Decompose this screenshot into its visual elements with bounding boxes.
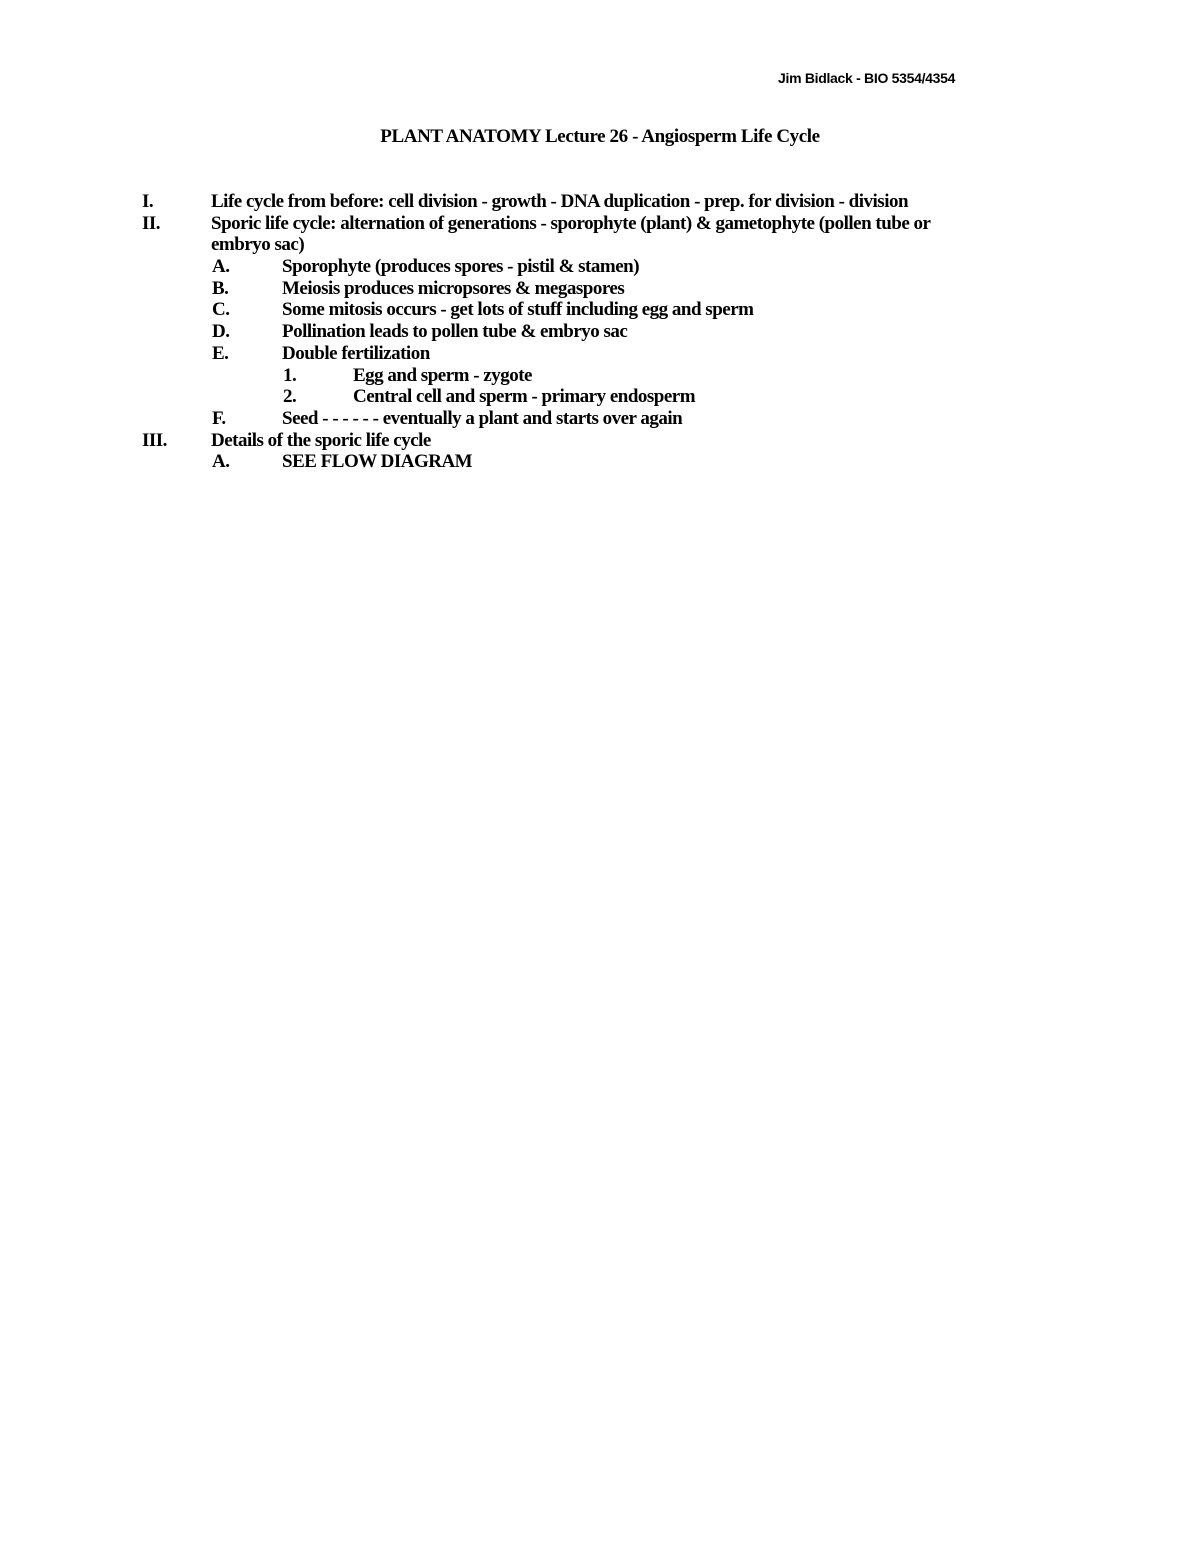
lecture-outline bbox=[0, 191, 1200, 473]
outline-item-ii-e-1 bbox=[0, 365, 1200, 387]
outline-item-ii-f bbox=[0, 408, 1200, 430]
outline-text: SEE FLOW DIAGRAM bbox=[282, 451, 473, 473]
outline-item-ii-e-2 bbox=[0, 386, 1200, 408]
outline-item-ii-continuation bbox=[0, 234, 1200, 256]
outline-text: Sporic life cycle: alternation of generations - sporophyte (plant) & gametophyte (pollen tube or bbox=[211, 212, 931, 234]
outline-number: 1. bbox=[283, 364, 297, 386]
outline-text: Life cycle from before: cell division - growth - DNA duplication - prep. for division - division bbox=[211, 191, 909, 212]
outline-item-iii bbox=[0, 430, 1200, 452]
outline-text: Meiosis produces micropsores & megaspores bbox=[282, 277, 625, 299]
outline-number: E. bbox=[212, 342, 229, 364]
outline-text: Sporophyte (produces spores - pistil & stamen) bbox=[282, 256, 640, 278]
outline-item-ii-a bbox=[0, 256, 1200, 278]
outline-number: A. bbox=[212, 451, 230, 473]
outline-number: 2. bbox=[283, 386, 297, 408]
outline-number: A. bbox=[212, 256, 230, 278]
outline-item-ii-e bbox=[0, 343, 1200, 365]
outline-number: B. bbox=[212, 277, 229, 299]
outline-item-ii-d bbox=[0, 321, 1200, 343]
outline-number: III. bbox=[142, 429, 167, 451]
outline-text: Some mitosis occurs - get lots of stuff including egg and sperm bbox=[282, 299, 754, 321]
document-title: PLANT ANATOMY Lecture 26 - Angiosperm Life Cycle bbox=[380, 126, 820, 147]
outline-item-ii-c bbox=[0, 299, 1200, 321]
outline-text: Egg and sperm - zygote bbox=[353, 364, 532, 386]
outline-text: Details of the sporic life cycle bbox=[211, 429, 431, 451]
outline-text: Pollination leads to pollen tube & embryo sac bbox=[282, 321, 628, 343]
outline-text: Central cell and sperm - primary endosperm bbox=[353, 386, 696, 408]
outline-text: embryo sac) bbox=[211, 234, 305, 256]
outline-number: F. bbox=[212, 407, 226, 429]
header-author-course: Jim Bidlack - BIO 5354/4354 bbox=[778, 70, 956, 86]
outline-number: D. bbox=[212, 321, 230, 343]
outline-item-ii-b bbox=[0, 278, 1200, 300]
outline-number: II. bbox=[142, 212, 161, 234]
outline-item-iii-a bbox=[0, 451, 1200, 473]
outline-item-ii bbox=[0, 213, 1200, 235]
outline-text: Double fertilization bbox=[282, 342, 430, 364]
outline-number: I. bbox=[142, 191, 154, 212]
outline-item-i bbox=[0, 191, 1200, 213]
outline-text: Seed - - - - - - eventually a plant and starts over again bbox=[282, 407, 683, 429]
outline-number: C. bbox=[212, 299, 230, 321]
